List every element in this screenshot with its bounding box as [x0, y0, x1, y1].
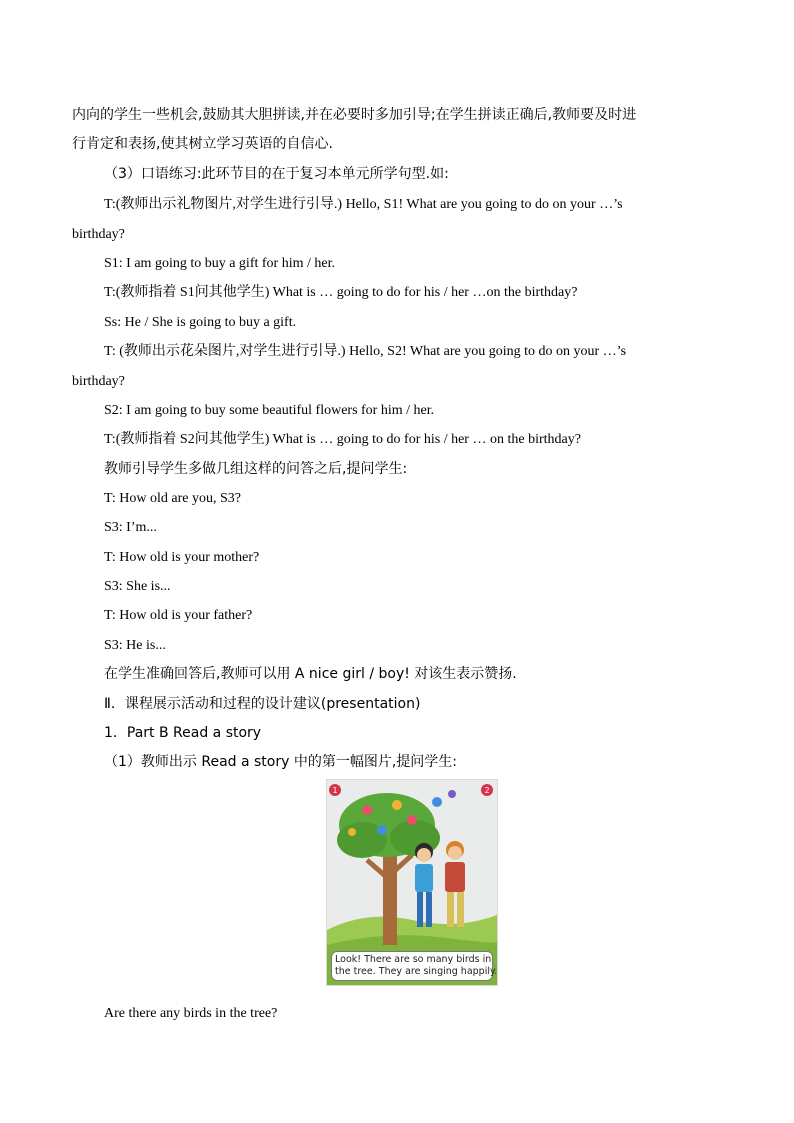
panel-number-2: 2 [484, 786, 490, 795]
dialogue-line: birthday? [72, 374, 125, 389]
dialogue-line: Are there any birds in the tree? [104, 1006, 278, 1021]
paragraph-line: 内向的学生一些机会,鼓励其大胆拼读,并在必要时多加引导;在学生拼读正确后,教师要及时进 [72, 107, 637, 123]
dialogue-line: T: How old is your father? [104, 608, 253, 623]
dialogue-line: birthday? [72, 227, 125, 242]
dialogue-line: S2: I am going to buy some beautiful flowers for him / her. [104, 403, 435, 418]
story-illustration [326, 779, 498, 986]
dialogue-line: T:(教师指着 S2问其他学生) What is … going to do for his / her … on the birthday? [104, 432, 581, 447]
paragraph-line: （1）教师出示 Read a story 中的第一幅图片,提问学生: [104, 754, 458, 770]
paragraph-line: 在学生准确回答后,教师可以用 A nice girl / boy! 对该生表示赞扬. [104, 666, 517, 682]
dialogue-line: T:(教师出示礼物图片,对学生进行引导.) Hello, S1! What are you going to do on your …’s [104, 197, 623, 212]
dialogue-line: T: (教师出示花朵图片,对学生进行引导.) Hello, S2! What are you going to do on your …’s [104, 344, 627, 359]
paragraph-line: 教师引导学生多做几组这样的问答之后,提问学生: [104, 461, 408, 477]
dialogue-line: S1: I am going to buy a gift for him / her. [104, 256, 335, 271]
dialogue-line: S3: He is... [104, 638, 166, 653]
section-heading: （3）口语练习:此环节目的在于复习本单元所学句型.如: [104, 166, 449, 182]
dialogue-line: T: How old is your mother? [104, 550, 260, 565]
subsection-heading: 1．Part B Read a story [104, 725, 262, 741]
caption-line: Look! There are so many birds in [335, 954, 492, 965]
paragraph-line: 行肯定和表扬,使其树立学习英语的自信心. [72, 136, 333, 152]
dialogue-line: S3: I’m... [104, 520, 157, 535]
dialogue-line: Ss: He / She is going to buy a gift. [104, 315, 297, 330]
dialogue-line: T:(教师指着 S1问其他学生) What is … going to do for his / her …on the birthday? [104, 285, 578, 300]
section-heading: Ⅱ．课程展示活动和过程的设计建议(presentation) [104, 696, 421, 712]
dialogue-line: T: How old are you, S3? [104, 491, 241, 506]
caption-line: the tree. They are singing happily. [335, 966, 498, 977]
speech-caption [331, 951, 498, 981]
panel-number-1: 1 [332, 786, 338, 795]
dialogue-line: S3: She is... [104, 579, 171, 594]
